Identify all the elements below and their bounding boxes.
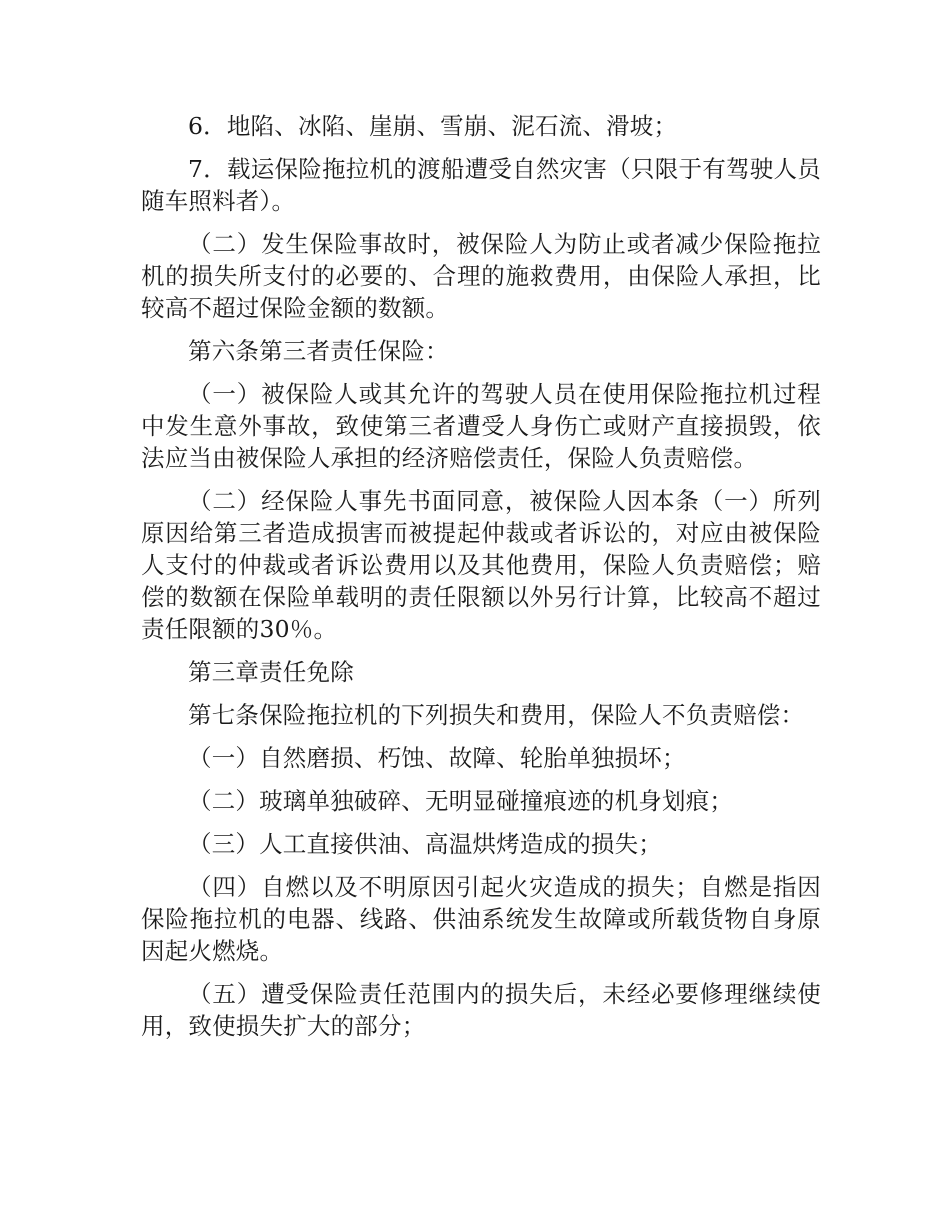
paragraph-clause-6: 6．地陷、冰陷、崖崩、雪崩、泥石流、滑坡； [188,112,678,140]
exclusion-item-1: （一）自然磨损、朽蚀、故障、轮胎单独损坏； [188,744,686,772]
document-body [141,110,821,1053]
article-6-heading: 第六条第三者责任保险： [188,337,449,365]
exclusion-item-2: （二）玻璃单独破碎、无明显碰撞痕迹的机身划痕； [188,787,734,815]
paragraph-third-party-1: （一）被保险人或其允许的驾驶人员在使用保险拖拉机过程中发生意外事故，致使第三者遭受人身伤亡或财产直接损毁，依法应当由被保险人承担的经济赔偿责任，保险人负责赔偿。 [141,380,821,472]
exclusion-item-5: （五）遭受保险责任范围内的损失后，未经必要修理继续使用，致使损失扩大的部分； [141,980,821,1040]
paragraph-third-party-2: （二）经保险人事先书面同意，被保险人因本条（一）所列原因给第三者造成损害而被提起仲裁或者诉讼的，对应由被保险人支付的仲裁或者诉讼费用以及其他费用，保险人负责赔偿；赔偿的数额在保险单载明的责任限额以外另行计算，比较高不超过责任限额的30％。 [141,487,821,643]
chapter-3-heading: 第三章责任免除 [188,658,354,686]
paragraph-clause-7: 7．载运保险拖拉机的渡船遭受自然灾害（只限于有驾驶人员随车照料者）。 [141,155,821,215]
exclusion-item-3: （三）人工直接供油、高温烘烤造成的损失； [188,830,662,858]
exclusion-item-4: （四）自燃以及不明原因引起火灾造成的损失；自燃是指因保险拖拉机的电器、线路、供油系统发生故障或所载货物自身原因起火燃烧。 [141,873,821,965]
article-7-heading: 第七条保险拖拉机的下列损失和费用，保险人不负责赔偿： [188,701,805,729]
paragraph-rescue-costs: （二）发生保险事故时，被保险人为防止或者减少保险拖拉机的损失所支付的必要的、合理的施救费用，由保险人承担，比较高不超过保险金额的数额。 [141,230,821,322]
